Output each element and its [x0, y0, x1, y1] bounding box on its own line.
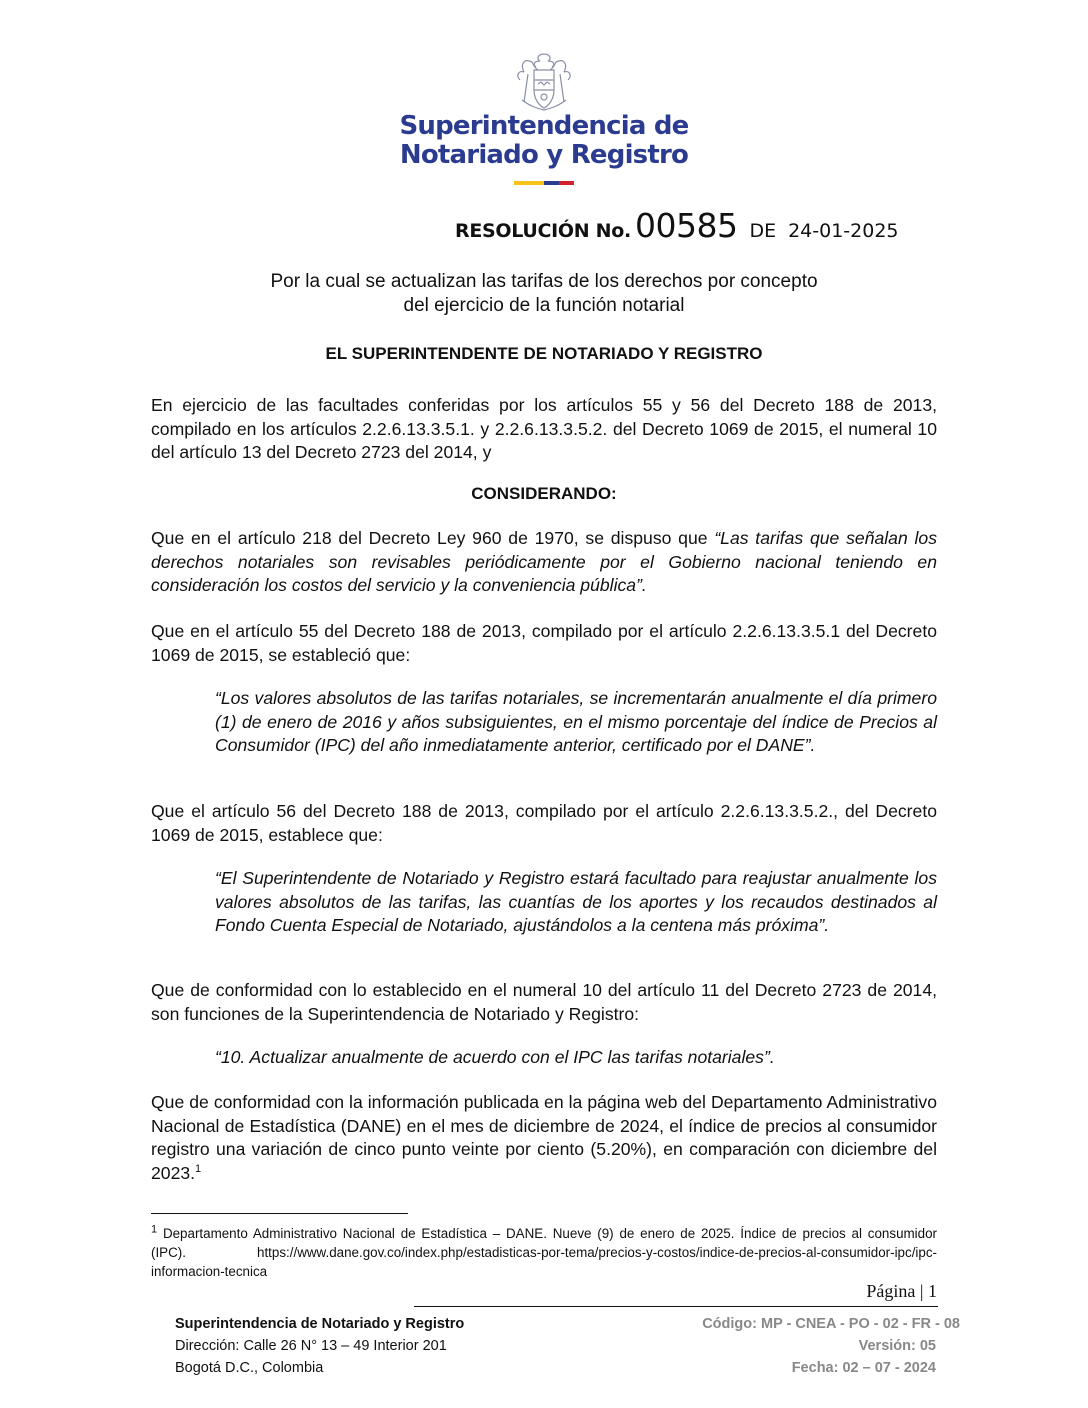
- paragraph-text: Que de conformidad con la información publicada en la página web del Departamento Administrativo Nacional de Estadística (DANE) en el mes de diciembre de 2024, el índice de precios al consumidor registro una variación de cinco punto veinte por ciento (5.20%), en comparación con diciembre del 2023.: [151, 1092, 937, 1183]
- footer-city: Bogotá D.C., Colombia: [175, 1360, 324, 1376]
- colombia-coat-of-arms-icon: [514, 50, 574, 114]
- resolution-label: RESOLUCIÓN No.: [455, 220, 631, 242]
- footer-code: Código: MP - CNEA - PO - 02 - FR - 08: [702, 1316, 960, 1332]
- preamble-paragraph: En ejercicio de las facultades conferidas por los artículos 55 y 56 del Decreto 188 de 2013, compilado en los artículos 2.2.6.13.3.5.1. y 2.2.6.13.3.5.2. del Decreto 1069 de 2015, el numeral 10 del artículo 13 del Decreto 2723 del 2014, y: [151, 395, 937, 462]
- org-logo-text: [380, 112, 708, 170]
- quote-article-55: “Los valores absolutos de las tarifas notariales, se incrementarán anualmente el día primero (1) de enero de 2016 y años subsiguientes, en el mismo porcentaje del índice de Precios al Consumidor (IPC) del año inmediatamente anterior, certificado por el DANE”.: [215, 688, 937, 755]
- footer-divider: [414, 1306, 938, 1307]
- subject-line-1: Por la cual se actualizan las tarifas de los derechos por concepto: [270, 271, 818, 292]
- resolution-de: DE: [749, 220, 777, 242]
- quoted-text: “Las tarifas que señalan los derechos notariales son revisables periódicamente por el Gobierno nacional teniendo en consideración los costos del servicio y la conveniencia pública”.: [151, 528, 937, 595]
- considering-paragraph-2: Que en el artículo 55 del Decreto 188 de 2013, compilado por el artículo 2.2.6.13.3.5.1 del Decreto 1069 de 2015, se estableció que:: [151, 621, 937, 665]
- resolution-date: 24-01-2025: [788, 220, 899, 242]
- footer-version: Versión: 05: [858, 1338, 936, 1354]
- footnote-mark: 1: [151, 1223, 158, 1236]
- considering-paragraph-5: [151, 1091, 937, 1185]
- footer-address: Dirección: Calle 26 N° 13 – 49 Interior 201: [175, 1338, 447, 1354]
- flag-red: [559, 181, 574, 185]
- authority-heading: EL SUPERINTENDENTE DE NOTARIADO Y REGISTRO: [325, 344, 763, 363]
- considerando-heading: CONSIDERANDO:: [471, 484, 617, 503]
- footnote-reference: 1: [195, 1162, 202, 1175]
- flag-yellow: [514, 181, 544, 185]
- page-number: Página | 1: [866, 1281, 937, 1301]
- flag-stripe: [514, 181, 574, 185]
- footnote-divider: [151, 1213, 408, 1214]
- considering-paragraph-4: Que de conformidad con lo establecido en el numeral 10 del artículo 11 del Decreto 2723 de 2014, son funciones de la Superintendencia de Notariado y Registro:: [151, 980, 937, 1024]
- considering-paragraph-1: [151, 527, 937, 598]
- org-logo-line-2: Notariado y Registro: [399, 140, 689, 170]
- footer-contact: [175, 1313, 464, 1379]
- footnote: [151, 1224, 937, 1281]
- resolution-heading: [455, 206, 899, 245]
- footer-org: Superintendencia de Notariado y Registro: [175, 1316, 465, 1332]
- flag-blue: [544, 181, 559, 185]
- footer-date: Fecha: 02 – 07 - 2024: [791, 1360, 936, 1376]
- footnote-text: Departamento Administrativo Nacional de Estadística – DANE. Nueve (9) de enero de 2025. Índice de precios al consumidor (IPC). https://www.dane.gov.co/index.php/estadisticas-por-tema/precios-y-costos/indice-de-precios-al-consumidor-ipc/ipc-informacion-tecnica: [151, 1226, 937, 1279]
- quote-numeral-10: “10. Actualizar anualmente de acuerdo con el IPC las tarifas notariales”.: [215, 1047, 775, 1067]
- org-logo-line-1: Superintendencia de: [399, 111, 689, 141]
- considering-paragraph-3: Que el artículo 56 del Decreto 188 de 2013, compilado por el artículo 2.2.6.13.3.5.2., del Decreto 1069 de 2015, establece que:: [151, 801, 937, 845]
- subject-line-2: del ejercicio de la función notarial: [403, 295, 685, 316]
- resolution-number: 00585: [634, 206, 738, 245]
- quote-article-56: “El Superintendente de Notariado y Registro estará facultado para reajustar anualmente los valores absolutos de las tarifas, las cuantías de los aportes y los recaudos destinados al Fondo Cuenta Especial de Notariado, ajustándolos a la centena más próxima”.: [215, 868, 937, 935]
- footer-document-info: [702, 1313, 960, 1379]
- resolution-subject: [150, 270, 938, 318]
- paragraph-text: Que en el artículo 218 del Decreto Ley 960 de 1970, se dispuso que: [151, 528, 715, 548]
